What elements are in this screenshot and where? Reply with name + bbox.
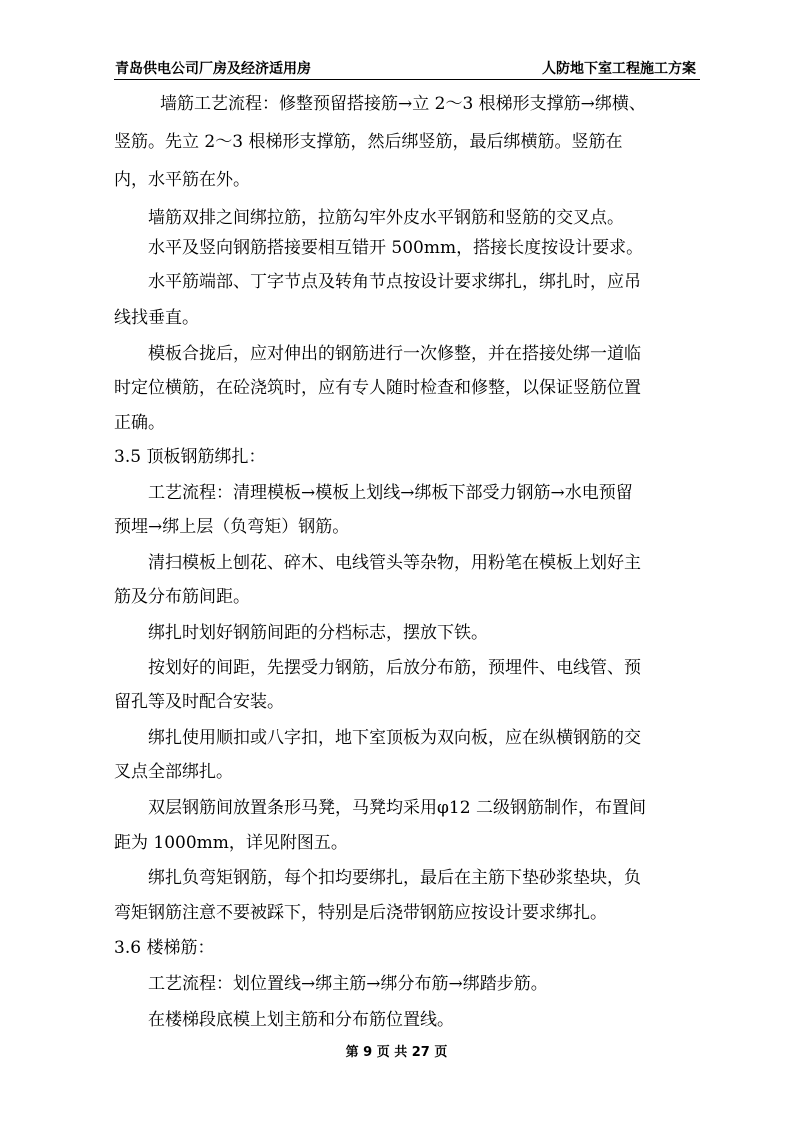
text-line: 清扫模板上刨花、碎木、电线管头等杂物，用粉笔在模板上划好主 — [148, 553, 641, 573]
text-line: 墙筋双排之间绑拉筋，拉筋勾牢外皮水平钢筋和竖筋的交叉点。 — [148, 208, 624, 228]
text-line: 工艺流程：划位置线→绑主筋→绑分布筋→绑踏步筋。 — [148, 974, 548, 994]
text-line: 留孔等及时配合安装。 — [114, 692, 284, 712]
section-heading: 3.6 楼梯筋： — [114, 938, 215, 958]
text-line: 筋及分布筋间距。 — [114, 587, 250, 607]
text-line: 叉点全部绑扎。 — [114, 762, 233, 782]
text-line: 时定位横筋，在砼浇筑时，应有专人随时检查和修整，以保证竖筋位置 — [114, 378, 641, 398]
text-line: 水平筋端部、丁字节点及转角节点按设计要求绑扎，绑扎时，应吊 — [148, 272, 641, 292]
text-line: 水平及竖向钢筋搭接要相互错开 500mm，搭接长度按设计要求。 — [148, 238, 644, 258]
text-line: 距为 1000mm，详见附图五。 — [114, 833, 348, 853]
text-line: 墙筋工艺流程：修整预留搭接筋→立 2～3 根梯形支撑筋→绑横、 — [160, 94, 646, 114]
text-line: 预埋→绑上层（负弯矩）钢筋。 — [114, 517, 350, 537]
text-line: 按划好的间距，先摆受力钢筋，后放分布筋，预埋件、电线管、预 — [148, 658, 641, 678]
text-line: 竖筋。先立 2～3 根梯形支撑筋，然后绑竖筋，最后绑横筋。竖筋在 — [114, 132, 623, 152]
text-line: 双层钢筋间放置条形马凳，马凳均采用φ12 二级钢筋制作，布置间 — [148, 798, 646, 818]
section-heading: 3.5 顶板钢筋绑扎： — [114, 447, 266, 467]
text-line: 绑扎负弯矩钢筋，每个扣均要绑扎，最后在主筋下垫砂浆垫块，负 — [148, 868, 641, 888]
header-project-title: 青岛供电公司厂房及经济适用房 — [115, 61, 311, 77]
text-line: 弯矩钢筋注意不要被踩下，特别是后浇带钢筋应按设计要求绑扎。 — [114, 903, 607, 923]
text-line: 工艺流程：清理模板→模板上划线→绑板下部受力钢筋→水电预留 — [148, 483, 633, 503]
text-line: 模板合拢后，应对伸出的钢筋进行一次修整，并在搭接处绑一道临 — [148, 344, 641, 364]
text-line: 内，水平筋在外。 — [114, 170, 250, 190]
page-header — [114, 55, 700, 80]
text-line: 绑扎使用顺扣或八字扣，地下室顶板为双向板，应在纵横钢筋的交 — [148, 728, 641, 748]
text-line: 正确。 — [114, 413, 165, 433]
text-line: 在楼梯段底模上划主筋和分布筋位置线。 — [148, 1010, 454, 1030]
text-line: 绑扎时划好钢筋间距的分档标志，摆放下铁。 — [148, 623, 488, 643]
header-document-title: 人防地下室工程施工方案 — [542, 61, 696, 77]
page-number: 第 9 页 共 27 页 — [345, 1045, 448, 1060]
text-line: 线找垂直。 — [114, 308, 199, 328]
